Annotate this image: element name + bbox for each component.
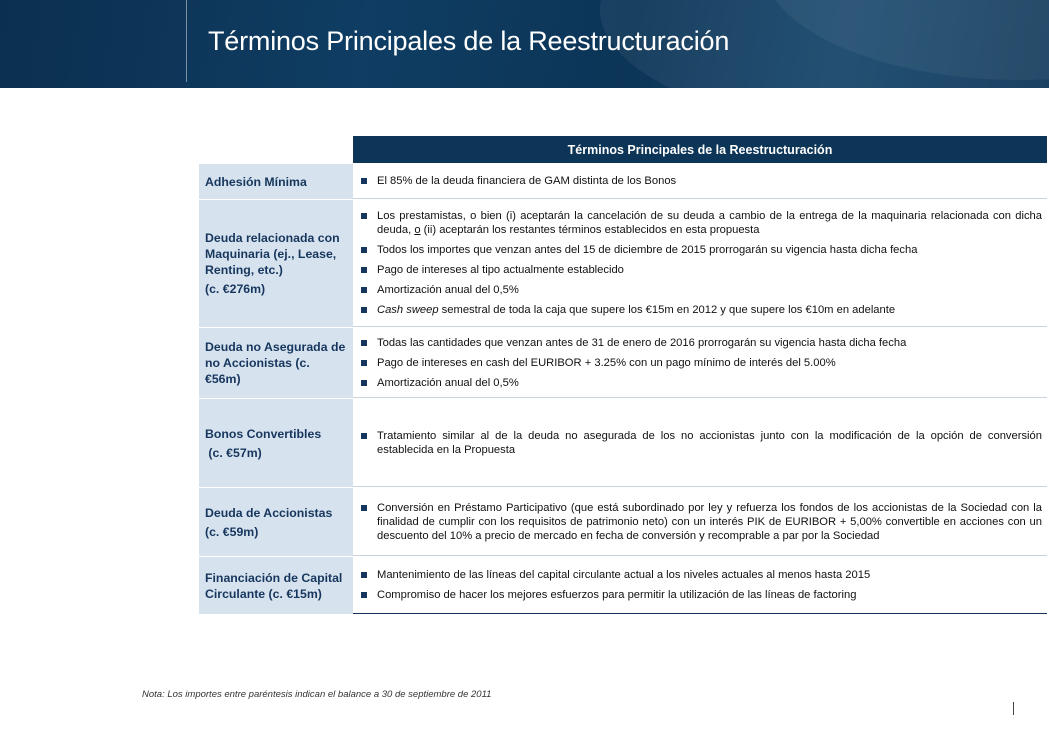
bullet-icon bbox=[361, 505, 367, 511]
table-row bbox=[199, 327, 1047, 398]
bullet-text: Conversión en Préstamo Participativo (que está subordinado por ley y refuerza los fondos de los accionistas de la Sociedad con la finalidad de cumplir con los requisitos de patrimonio neto) con un interés PIK de EURIBOR + 5,00% convertible en acciones con un descuento del 10% a precio de mercado en fecha de conversión y recomprable a par por la Sociedad bbox=[377, 501, 1042, 542]
row-content bbox=[353, 488, 1047, 556]
bullet-icon bbox=[361, 213, 367, 219]
row-label-amount: (c. €59m) bbox=[205, 524, 259, 539]
row-label-text: Deuda de Accionistas bbox=[205, 505, 333, 520]
list-item bbox=[359, 356, 1042, 370]
row-label-text: Financiación de Capital Circulante (c. €15m) bbox=[205, 570, 343, 601]
terms-table bbox=[199, 136, 1047, 614]
list-item bbox=[359, 263, 1042, 277]
list-item bbox=[359, 568, 1042, 582]
row-label bbox=[199, 557, 353, 614]
bullet-icon bbox=[361, 307, 367, 313]
row-label-text: Deuda relacionada con Maquinaria (ej., Lease, Renting, etc.) bbox=[205, 231, 340, 277]
row-content bbox=[353, 399, 1047, 487]
bullet-text: Pago de intereses al tipo actualmente establecido bbox=[377, 264, 624, 276]
banner-divider bbox=[186, 0, 187, 82]
page-title: Términos Principales de la Reestructuración bbox=[208, 26, 730, 56]
row-label-amount: (c. €276m) bbox=[205, 282, 266, 296]
row-label-text: Adhesión Mínima bbox=[205, 174, 307, 189]
row-label bbox=[199, 399, 353, 487]
bullet-text: El 85% de la deuda financiera de GAM distinta de los Bonos bbox=[377, 175, 677, 187]
row-label bbox=[199, 200, 353, 327]
row-content bbox=[353, 328, 1047, 398]
bullet-icon bbox=[361, 178, 367, 184]
bullet-text: Tratamiento similar al de la deuda no asegurada de los no accionistas junto con la modificación de la opción de conversión establecida en la Propuesta bbox=[377, 429, 1042, 456]
list-item bbox=[359, 429, 1042, 457]
bullet-text: Amortización anual del 0,5% bbox=[377, 376, 519, 389]
bullet-text: Todas las cantidades que venzan antes de 31 de enero de 2016 prorrogarán su vigencia hasta dicha fecha bbox=[377, 336, 907, 349]
bullet-icon bbox=[361, 433, 367, 439]
list-item bbox=[359, 376, 1042, 390]
bullet-icon bbox=[361, 592, 367, 598]
footnote: Nota: Los importes entre paréntesis indican el balance a 30 de septiembre de 2011 bbox=[142, 689, 492, 700]
bullet-text: Compromiso de hacer los mejores esfuerzos para permitir la utilización de las líneas de factoring bbox=[377, 589, 857, 601]
row-content bbox=[353, 557, 1047, 614]
bullet-text: Todos los importes que venzan antes del 15 de diciembre de 2015 prorrogarán su vigencia hasta dicha fecha bbox=[377, 244, 918, 256]
bullet-icon bbox=[361, 380, 367, 386]
list-item bbox=[359, 174, 1042, 188]
page-marker bbox=[1013, 702, 1014, 715]
table-row bbox=[199, 556, 1047, 614]
list-item bbox=[359, 336, 1042, 350]
header-banner bbox=[0, 0, 1049, 88]
table-row bbox=[199, 199, 1047, 327]
row-label bbox=[199, 488, 353, 556]
row-label bbox=[199, 328, 353, 398]
list-item bbox=[359, 209, 1042, 237]
bullet-text: Pago de intereses en cash del EURIBOR + 3.25% con un pago mínimo de interés del 5.00% bbox=[377, 356, 836, 369]
list-item bbox=[359, 501, 1042, 543]
table-row bbox=[199, 163, 1047, 199]
row-label-text: Bonos Convertibles bbox=[205, 426, 322, 441]
table-heading: Términos Principales de la Reestructuración bbox=[353, 136, 1047, 163]
bullet-text: Amortización anual del 0,5% bbox=[377, 284, 519, 296]
bullet-text: Cash sweep semestral de toda la caja que supere los €15m en 2012 y que supere los €10m en adelante bbox=[377, 304, 896, 316]
list-item bbox=[359, 283, 1042, 297]
row-label-amount: (c. €57m) bbox=[205, 445, 262, 460]
list-item bbox=[359, 588, 1042, 602]
bullet-text: Mantenimiento de las líneas del capital circulante actual a los niveles actuales al menos hasta 2015 bbox=[377, 569, 871, 581]
bullet-icon bbox=[361, 287, 367, 293]
bullet-icon bbox=[361, 572, 367, 578]
bullet-icon bbox=[361, 360, 367, 366]
bullet-text: Los prestamistas, o bien (i) aceptarán la cancelación de su deuda a cambio de la entrega de la maquinaria relacionada con dicha deuda, o (ii) aceptarán los restantes términos establecidos en esta propuesta bbox=[377, 210, 1042, 236]
table-row bbox=[199, 487, 1047, 556]
bullet-icon bbox=[361, 247, 367, 253]
list-item bbox=[359, 303, 1042, 317]
list-item bbox=[359, 243, 1042, 257]
bullet-icon bbox=[361, 267, 367, 273]
row-label bbox=[199, 164, 353, 199]
table-row bbox=[199, 398, 1047, 487]
row-content bbox=[353, 200, 1047, 327]
row-content bbox=[353, 164, 1047, 199]
bullet-icon bbox=[361, 340, 367, 346]
row-label-text: Deuda no Asegurada de no Accionistas (c. €56m) bbox=[205, 340, 346, 386]
